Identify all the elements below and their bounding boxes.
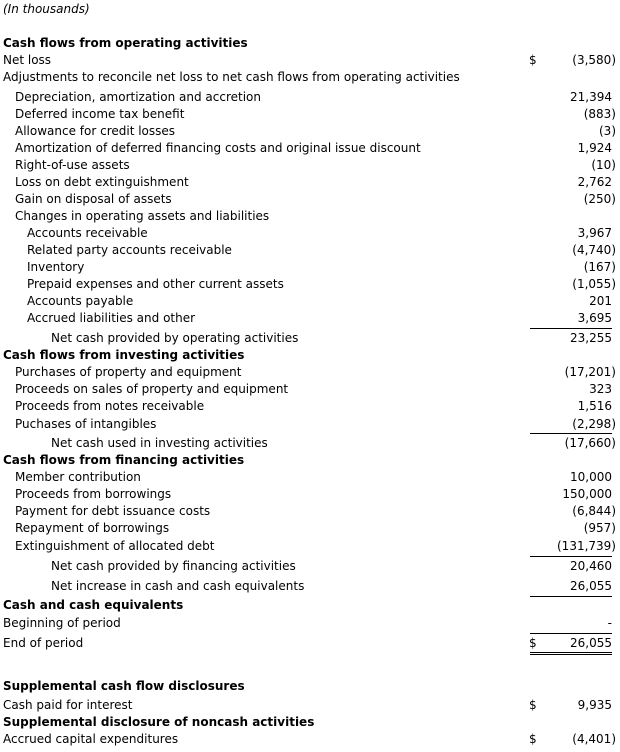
investing-heading: Cash flows from investing activities: [3, 348, 245, 362]
row-value: 26,055: [570, 579, 612, 593]
table-row: [0, 520, 620, 537]
adjustments-heading-row: [0, 69, 620, 86]
row-value: 323: [589, 382, 612, 396]
table-row: [0, 89, 620, 106]
row-label: Accounts payable: [27, 294, 134, 308]
changes-heading-row: [0, 208, 620, 225]
adjustments-heading: Adjustments to reconcile net loss to net cash flows from operating activities: [3, 70, 460, 84]
row-value: 1,924: [577, 141, 612, 155]
row-value: (1,055): [572, 277, 616, 291]
noncash-heading: Supplemental disclosure of noncash activities: [3, 715, 315, 729]
table-row: [0, 364, 620, 381]
net-loss-row: [0, 52, 620, 69]
row-value: (3,580): [572, 53, 616, 67]
row-value: (17,660): [564, 436, 616, 450]
row-value: 2,762: [577, 175, 612, 189]
financing-total-row: [0, 558, 620, 575]
row-label: Depreciation, amortization and accretion: [15, 90, 261, 104]
row-value: (250): [583, 192, 616, 206]
currency-symbol: $: [529, 636, 537, 650]
row-value: (4,740): [572, 243, 616, 257]
row-value: (2,298): [572, 417, 616, 431]
row-value: 26,055: [570, 636, 612, 650]
row-value: 201: [589, 294, 612, 308]
row-value: (957): [583, 521, 616, 535]
table-row: [0, 157, 620, 174]
row-label: Net cash provided by financing activities: [51, 559, 296, 573]
row-label: Prepaid expenses and other current assets: [27, 277, 284, 291]
row-value: (17,201): [564, 365, 616, 379]
financing-heading-row: [0, 452, 620, 469]
row-value: 1,516: [577, 399, 612, 413]
row-label: Cash paid for interest: [3, 698, 133, 712]
row-label: Purchases of property and equipment: [15, 365, 242, 379]
table-row: [0, 398, 620, 415]
row-label: Allowance for credit losses: [15, 124, 176, 138]
row-label: Beginning of period: [3, 616, 121, 630]
currency-symbol: $: [529, 732, 537, 746]
row-value: 23,255: [570, 331, 612, 345]
row-label: Net increase in cash and cash equivalents: [51, 579, 305, 593]
subtotal-rule: [530, 328, 612, 329]
row-value: 20,460: [570, 559, 612, 573]
row-value: (4,401): [572, 732, 616, 746]
row-value: (6,844): [572, 504, 616, 518]
row-value: 21,394: [570, 90, 612, 104]
row-label: Accrued liabilities and other: [27, 311, 196, 325]
row-label: Deferred income tax benefit: [15, 107, 185, 121]
capex-row: [0, 731, 620, 748]
table-row: [0, 259, 620, 276]
row-value: -: [607, 616, 612, 630]
table-row: [0, 174, 620, 191]
table-row: [0, 140, 620, 157]
row-label: Accrued capital expenditures: [3, 732, 179, 746]
cash-heading: Cash and cash equivalents: [3, 598, 184, 612]
row-label: Net loss: [3, 53, 52, 67]
row-label: Gain on disposal of assets: [15, 192, 172, 206]
table-row: [0, 486, 620, 503]
subtotal-rule: [530, 556, 612, 557]
investing-total-row: [0, 435, 620, 452]
units-note-row: [0, 1, 620, 18]
operating-total-row: [0, 330, 620, 347]
table-row: [0, 503, 620, 520]
interest-row: [0, 697, 620, 714]
end-of-period-row: [0, 635, 620, 652]
currency-symbol: $: [529, 53, 537, 67]
row-label: Extinguishment of allocated debt: [15, 539, 215, 553]
row-label: Right-of-use assets: [15, 158, 130, 172]
changes-heading: Changes in operating assets and liabilities: [15, 209, 270, 223]
row-label: Puchases of intangibles: [15, 417, 157, 431]
investing-heading-row: [0, 347, 620, 364]
row-label: Proceeds on sales of property and equipment: [15, 382, 289, 396]
beginning-row: [0, 615, 620, 632]
cash-heading-row: [0, 597, 620, 614]
row-label: Inventory: [27, 260, 85, 274]
subtotal-rule: [530, 433, 612, 434]
table-row: [0, 191, 620, 208]
supplemental-heading: Supplemental cash flow disclosures: [3, 679, 245, 693]
row-label: Net cash used in investing activities: [51, 436, 268, 450]
currency-symbol: $: [529, 698, 537, 712]
row-value: 3,967: [577, 226, 612, 240]
net-increase-row: [0, 578, 620, 595]
row-value: 10,000: [570, 470, 612, 484]
table-row: [0, 276, 620, 293]
noncash-heading-row: [0, 714, 620, 731]
row-label: Net cash provided by operating activities: [51, 331, 299, 345]
table-row: [0, 225, 620, 242]
table-row: [0, 106, 620, 123]
table-row: [0, 293, 620, 310]
table-row: [0, 381, 620, 398]
table-row: [0, 310, 620, 327]
table-row: [0, 469, 620, 486]
row-value: 3,695: [577, 311, 612, 325]
units-note: (In thousands): [3, 2, 90, 16]
row-value: (10): [591, 158, 616, 172]
row-label: Accounts receivable: [27, 226, 148, 240]
row-label: Proceeds from borrowings: [15, 487, 172, 501]
subtotal-rule: [530, 633, 612, 634]
supplemental-heading-row: [0, 678, 620, 695]
row-label: End of period: [3, 636, 84, 650]
table-row: [0, 242, 620, 259]
financing-heading: Cash flows from financing activities: [3, 453, 245, 467]
row-label: Member contribution: [15, 470, 141, 484]
total-double-rule: [530, 652, 612, 655]
table-row: [0, 416, 620, 433]
table-row: [0, 123, 620, 140]
row-label: Amortization of deferred financing costs and original issue discount: [15, 141, 421, 155]
row-value: (167): [583, 260, 616, 274]
row-label: Loss on debt extinguishment: [15, 175, 189, 189]
row-label: Repayment of borrowings: [15, 521, 170, 535]
row-value: (3): [599, 124, 616, 138]
row-label: Payment for debt issuance costs: [15, 504, 211, 518]
row-value: (883): [583, 107, 616, 121]
table-row: [0, 538, 620, 555]
row-label: Related party accounts receivable: [27, 243, 232, 257]
row-value: 150,000: [562, 487, 612, 501]
row-value: (131,739): [557, 539, 616, 553]
operating-heading: Cash flows from operating activities: [3, 36, 248, 50]
operating-heading-row: [0, 35, 620, 52]
row-value: 9,935: [577, 698, 612, 712]
row-label: Proceeds from notes receivable: [15, 399, 205, 413]
